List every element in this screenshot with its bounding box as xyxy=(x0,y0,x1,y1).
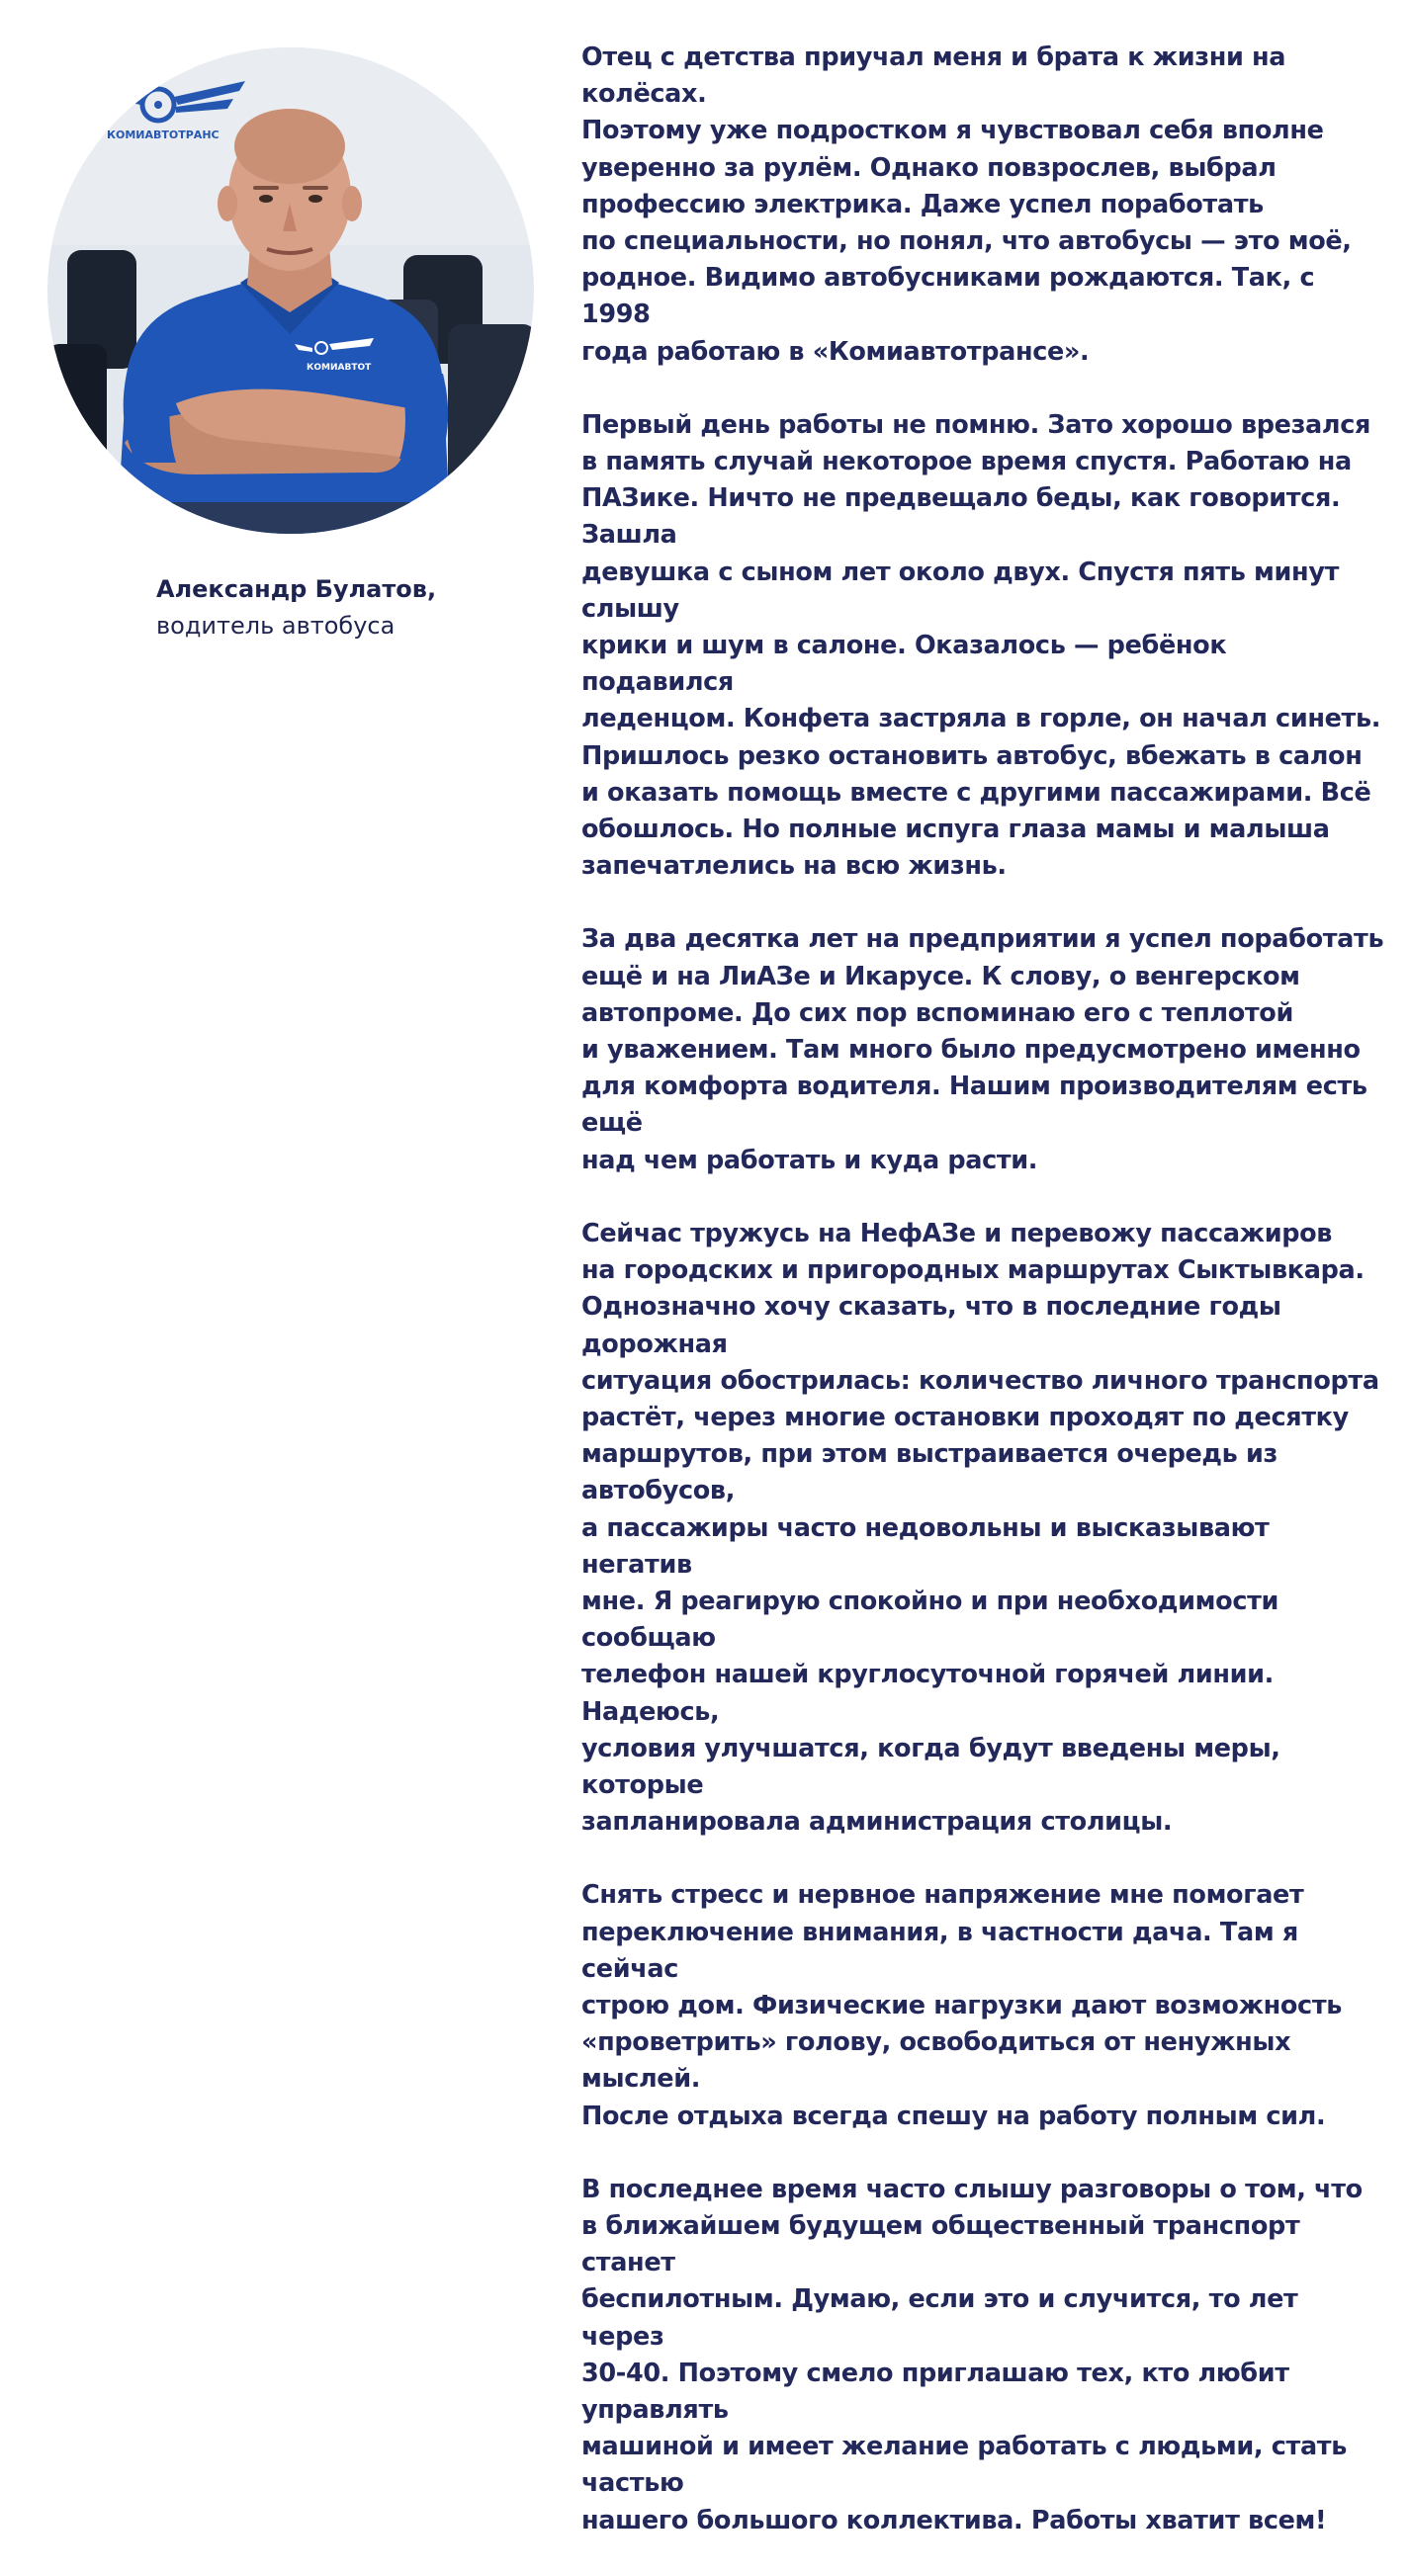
article-paragraph: Первый день работы не помню. Зато хорошо врезался в память случай некоторое время спустя. Работаю на ПАЗике. Ничто не предвещало беды, как говорится. Зашла девушка с сыном лет около двух. Спустя пять минут слышу крики и шум в салоне. Оказалось — ребёнок подавился леденцом. Конфета застряла в горле, он начал синеть. Пришлось резко остановить автобус, вбежать в салон и оказать помощь вместе с другими пассажирами. Всё обошлось. Но полные испуга глаза мамы и малыша запечатлелись на всю жизнь. xyxy=(581,409,1381,882)
svg-text:КОМИАВТОТ: КОМИАВТОТ xyxy=(307,363,372,373)
article-body xyxy=(581,40,1384,2576)
person-portrait-icon xyxy=(47,47,534,534)
article-paragraph: Сейчас тружусь на НефАЗе и перевожу пассажиров на городских и пригородных маршрутах Сыктывкара. Однозначно хочу сказать, что в последние годы дорожная ситуация обострилась: количество личного транспорта растёт, через многие остановки проходят по десятку маршрутов, при этом выстраивается очередь из автобусов, а пассажиры часто недовольны и высказывают негатив мне. Я реагирую спокойно и при необходимости сообщаю телефон нашей круглосуточной горячей линии. Надеюсь, условия улучшатся, когда будут введены меры, которые запланировала администрация столицы. xyxy=(581,1218,1379,1838)
article-paragraph: За два десятка лет на предприятии я успел поработать ещё и на ЛиАЗе и Икарусе. К слову, о венгерском автопроме. До сих пор вспоминаю его с теплотой и уважением. Там много было предусмотрено именно для комфорта водителя. Нашим производителям есть ещё над чем работать и куда расти. xyxy=(581,924,1384,1175)
svg-text:КОМИАВТОТРАНС: КОМИАВТОТРАНС xyxy=(107,129,220,141)
portrait-caption xyxy=(156,571,512,644)
portrait-photo xyxy=(47,47,534,534)
person-name: Александр Булатов, xyxy=(156,575,437,603)
article-paragraph: Отец с детства приучал меня и брата к жизни на колёсах. Поэтому уже подростком я чувствовал себя вполне уверенно за рулём. Однако повзрослев, выбрал профессию электрика. Даже успел поработать по специальности, но понял, что автобусы — это моё, родное. Видимо автобусниками рождаются. Так, с 1998 года работаю в «Комиавтотрансе». xyxy=(581,43,1352,367)
person-role: водитель автобуса xyxy=(156,612,396,640)
article-paragraph: В последнее время часто слышу разговоры о том, что в ближайшем будущем общественный транспорт станет беспилотным. Думаю, если это и случится, то лет через 30-40. Поэтому смело приглашаю тех, кто любит управлять машиной и имеет желание работать с людьми, стать частью нашего большого коллектива. Работы хватит всем! xyxy=(581,2174,1363,2535)
article-paragraph: Снять стресс и нервное напряжение мне помогает переключение внимания, в частности дача. Там я сейчас строю дом. Физические нагрузки дают возможность «проветрить» голову, освободиться от ненужных мыслей. После отдыха всегда спешу на работу полным сил. xyxy=(581,1880,1343,2131)
